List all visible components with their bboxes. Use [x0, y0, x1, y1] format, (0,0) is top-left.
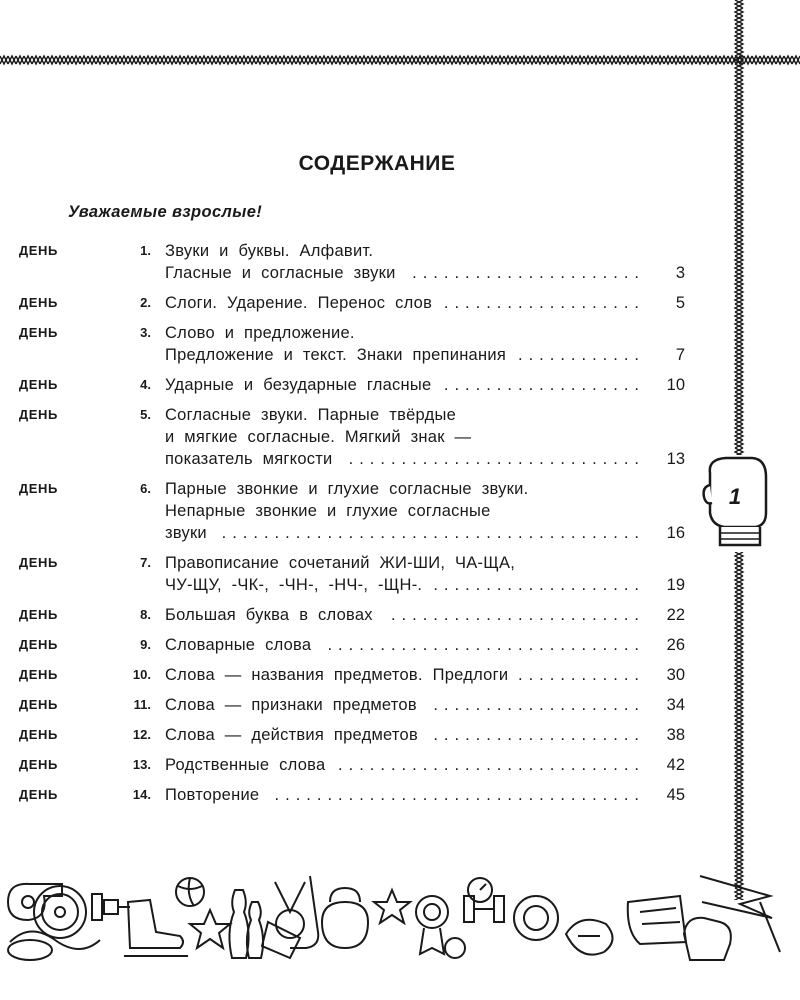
entry-title: Предложение и текст. Знаки препинания — [165, 346, 507, 364]
day-label: ДЕНЬ — [18, 697, 58, 712]
page-title: СОДЕРЖАНИЕ — [298, 152, 456, 175]
toc-entry-day-10[interactable] — [0, 664, 700, 686]
ice-skate-icon — [124, 900, 188, 956]
dot-leader: ........................................ — [221, 524, 645, 542]
page-number: 22 — [666, 606, 685, 624]
kettlebell-icon — [322, 888, 368, 948]
day-label: ДЕНЬ — [18, 555, 58, 570]
toc-entry-day-8[interactable] — [0, 604, 700, 626]
page-number: 34 — [666, 696, 685, 714]
day-label: ДЕНЬ — [18, 787, 58, 802]
page-number: 5 — [675, 294, 685, 312]
dot-leader: ................................... — [274, 786, 645, 804]
toc-line — [0, 522, 700, 544]
dot-leader: ................... — [443, 294, 645, 312]
entry-title: Слова — названия предметов. Предлоги — [165, 666, 509, 684]
toc-line — [0, 322, 700, 344]
toc-line — [0, 344, 700, 366]
entry-title: Словарные слова — [165, 636, 312, 654]
toc-entry-day-13[interactable] — [0, 754, 700, 776]
toc-entry-day-12[interactable] — [0, 724, 700, 746]
shuttlecock-icon — [262, 922, 300, 958]
toc-line — [0, 574, 700, 596]
day-number: 7. — [140, 555, 151, 570]
toc-line — [0, 552, 700, 574]
day-number: 5. — [140, 407, 151, 422]
day-label: ДЕНЬ — [18, 727, 58, 742]
dot-leader: ...................... — [412, 264, 645, 282]
page-number: 3 — [675, 264, 685, 282]
page-number: 30 — [666, 666, 685, 684]
entry-title: Слова — действия предметов — [165, 726, 418, 744]
toc-entry-day-14[interactable] — [0, 784, 700, 806]
day-label: ДЕНЬ — [18, 481, 58, 496]
toc-line — [0, 724, 700, 746]
page-number: 38 — [666, 726, 685, 744]
stopwatch-icon — [468, 878, 492, 902]
entry-title: Ударные и безударные гласные — [165, 376, 432, 394]
page-number: 26 — [666, 636, 685, 654]
toc-entry-day-1[interactable] — [0, 240, 700, 284]
toc-line — [0, 478, 700, 500]
toc-line — [0, 374, 700, 396]
day-number: 9. — [140, 637, 151, 652]
toc-line — [0, 404, 700, 426]
day-label: ДЕНЬ — [18, 637, 58, 652]
entry-title: Правописание сочетаний ЖИ-ШИ, ЧА-ЩА, — [165, 554, 516, 572]
bowling-pins-icon — [229, 890, 263, 958]
star-icon — [374, 890, 410, 923]
day-number: 12. — [132, 727, 151, 742]
dot-leader: .................... — [433, 726, 645, 744]
entry-title: звуки — [165, 524, 207, 542]
dumbbell-icon — [464, 896, 504, 922]
entry-title: показатель мягкости — [165, 450, 333, 468]
dot-leader: ............................. — [338, 756, 645, 774]
toc-line — [0, 500, 700, 522]
dumbbell-icon — [92, 894, 130, 920]
entry-title: Слова — признаки предметов — [165, 696, 417, 714]
day-number: 3. — [140, 325, 151, 340]
flag-icon — [700, 876, 780, 952]
page-number: 16 — [666, 524, 685, 542]
mitten-icon — [684, 918, 731, 960]
dot-leader: ................... — [443, 376, 645, 394]
toc-line — [0, 448, 700, 470]
entry-title: Родственные слова — [165, 756, 326, 774]
toc-entry-day-7[interactable] — [0, 552, 700, 596]
dot-leader: .................... — [433, 576, 645, 594]
star-icon — [190, 910, 230, 948]
volleyball-icon — [176, 878, 204, 906]
day-label: ДЕНЬ — [18, 667, 58, 682]
dot-leader: ........................ — [390, 606, 645, 624]
toc-line — [0, 604, 700, 626]
dot-leader: ............ — [518, 666, 645, 684]
day-label: ДЕНЬ — [18, 607, 58, 622]
top-border-ornament — [0, 54, 800, 66]
day-number: 2. — [140, 295, 151, 310]
day-label: ДЕНЬ — [18, 377, 58, 392]
weight-plate-icon — [34, 886, 86, 938]
toc-line — [0, 664, 700, 686]
entry-title: Непарные звонкие и глухие согласные — [165, 502, 491, 520]
medal-icon — [275, 882, 305, 938]
toc-line — [0, 240, 700, 262]
entry-title: Слово и предложение. — [165, 324, 355, 342]
dot-leader: ............ — [517, 346, 645, 364]
swim-fin-icon — [628, 896, 686, 944]
toc-entry-day-9[interactable] — [0, 634, 700, 656]
toc-line — [0, 694, 700, 716]
day-number: 6. — [140, 481, 151, 496]
day-number: 4. — [140, 377, 151, 392]
weight-plate-icon — [514, 896, 558, 940]
entry-title: Большая буква в словах — [165, 606, 373, 624]
toc-line — [0, 634, 700, 656]
entry-title: Повторение — [165, 786, 260, 804]
right-border-ornament — [733, 0, 745, 900]
day-label: ДЕНЬ — [18, 295, 58, 310]
entry-title: Гласные и согласные звуки — [165, 264, 396, 282]
entry-title: Парные звонкие и глухие согласные звуки. — [165, 480, 529, 498]
preface-link[interactable]: Уважаемые взрослые! — [68, 203, 263, 221]
toc-entry-day-3[interactable] — [0, 322, 700, 366]
toc-line — [0, 754, 700, 776]
toc-line — [0, 784, 700, 806]
entry-title: Согласные звуки. Парные твёрдые — [165, 406, 457, 424]
skipping-rope-icon — [8, 931, 100, 960]
day-number: 1. — [140, 243, 151, 258]
table-of-contents — [0, 240, 700, 814]
day-number: 11. — [133, 697, 151, 712]
toc-entry-day-11[interactable] — [0, 694, 700, 716]
volleyball-icon — [445, 938, 465, 958]
toc-line — [0, 426, 700, 448]
entry-title: Звуки и буквы. Алфавит. — [165, 242, 374, 260]
toc-entry-day-4[interactable] — [0, 374, 700, 396]
medal-icon — [416, 896, 448, 954]
day-label: ДЕНЬ — [18, 325, 58, 340]
page-number: 42 — [666, 756, 685, 774]
day-label: ДЕНЬ — [18, 757, 58, 772]
toc-line — [0, 262, 700, 284]
sports-equipment-footer — [0, 862, 800, 967]
day-label: ДЕНЬ — [18, 243, 58, 258]
day-number: 13. — [132, 757, 151, 772]
entry-title: и мягкие согласные. Мягкий знак — — [165, 428, 472, 446]
page-number: 13 — [666, 450, 685, 468]
page-number: 19 — [666, 576, 685, 594]
toc-entry-day-5[interactable] — [0, 404, 700, 470]
toc-entry-day-2[interactable] — [0, 292, 700, 314]
day-number: 14. — [132, 787, 151, 802]
page-number-tab: 1 — [728, 484, 742, 509]
day-label: ДЕНЬ — [18, 407, 58, 422]
entry-title: Слоги. Ударение. Перенос слов — [165, 294, 433, 312]
toc-entry-day-6[interactable] — [0, 478, 700, 544]
dot-leader: .................... — [433, 696, 645, 714]
day-number: 8. — [140, 607, 151, 622]
page-number: 45 — [666, 786, 685, 804]
football-icon — [566, 920, 613, 955]
entry-title: ЧУ-ЩУ, -ЧК-, -ЧН-, -НЧ-, -ЩН-. — [165, 576, 423, 594]
dot-leader: .............................. — [327, 636, 645, 654]
day-number: 10. — [132, 667, 151, 682]
dot-leader: ............................ — [348, 450, 645, 468]
toc-line — [0, 292, 700, 314]
page-number: 10 — [666, 376, 685, 394]
page-number: 7 — [675, 346, 685, 364]
